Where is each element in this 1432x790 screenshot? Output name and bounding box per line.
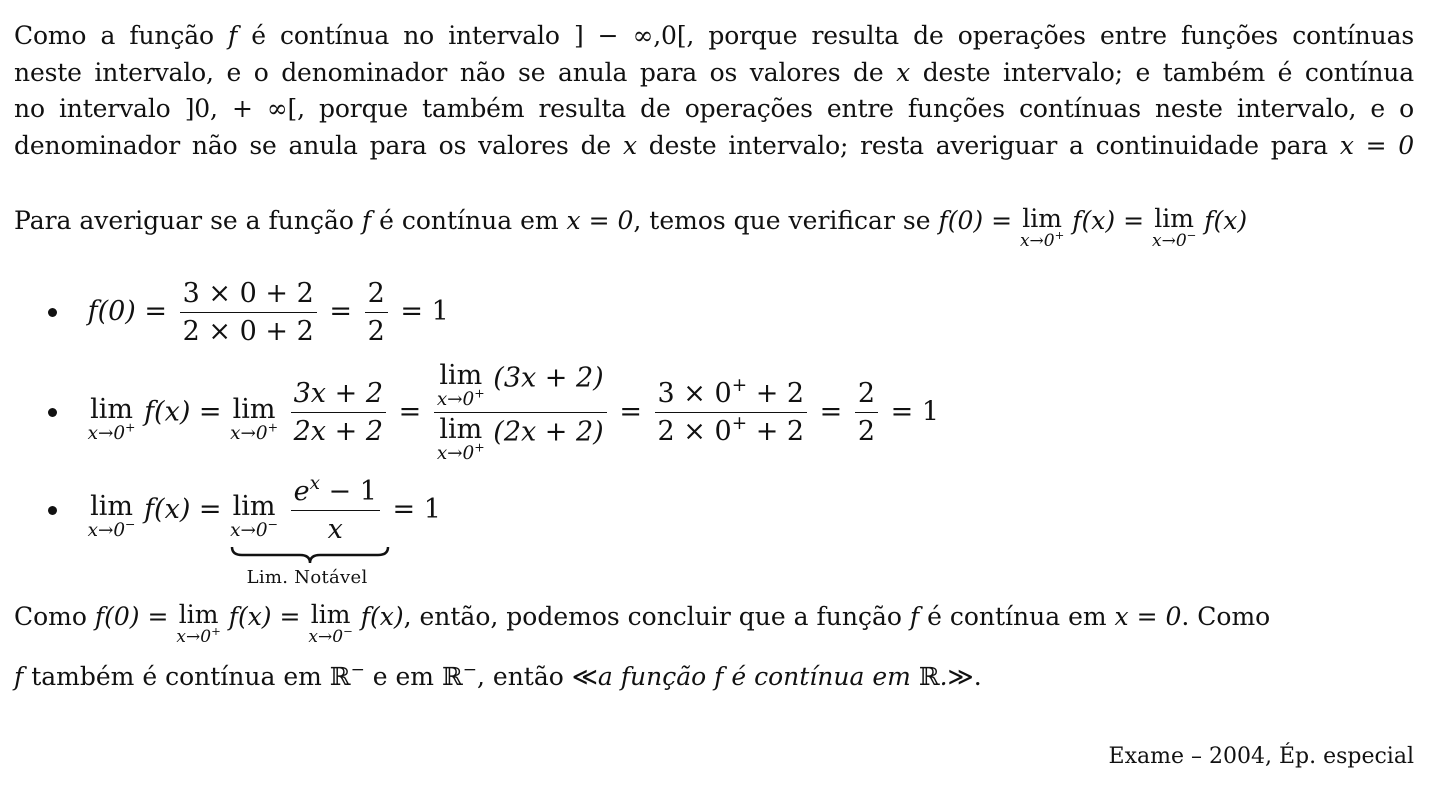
fraction-limits: lim x→0+ (3x + 2) lim x→0+ (2x + 2) [434,362,607,464]
fraction-3x-2: $\frac{3x + 2}{2x + 2}$ [291,378,386,447]
paragraph-continuity-intervals [14,18,1414,164]
bullet-dot [48,506,57,515]
para1-line3: no intervalo ]0, + ∞[, porque também resulta de operações entre funções contínuas neste intervalo, e o [14,94,1415,123]
list-item-right-limit: lim x→0+ f(x) = lim x→0+ $\frac{3x + 2}{2x + 2}$ = lim x→0+ (3x + 2) lim x→0+ (2x + 2) = $\frac{3 \times 0^+ + 2}{2 \times 0^+ + 2}$ = $\frac{2}{2}$ = 1 [48,362,939,464]
conclusion-line1: Como f(0) = lim x→0+ f(x) = lim x→0− f(x), então, podemos concluir que a função f é contínua em x = 0. Como [14,600,1271,647]
bullet-dot [48,308,57,317]
fraction-substitution: $\frac{3 \times 0^+ + 2}{2 \times 0^+ + 2}$ [655,378,808,447]
brace-annotation: Lim. Notável [246,567,368,588]
fraction-two-over-two: $\frac{2}{2}$ [365,278,388,347]
limit-left: lim x→0− [1151,204,1197,251]
fraction-two-over-two-b: $\frac{2}{2}$ [855,378,878,447]
notable-limit-group: lim x→0− $\frac{e^x - 1}{x}$ Lim. Notável [230,476,384,545]
conclusion-line2: f também é contínua em ℝ− e em ℝ−, então ≪a função f é contínua em ℝ.≫. [14,659,982,691]
list-item-left-limit: lim x→0− f(x) = lim x→0− $\frac{e^x - 1}{x}$ Lim. Notável = 1 [48,476,441,545]
list-item-f0: f(0) = $\frac{3 \times 0 + 2}{2 \times 0 + 2}$ = $\frac{2}{2}$ = 1 [48,278,449,347]
limit-right: lim x→0+ [1019,204,1065,251]
para1-line4: denominador não se anula para os valores de x deste intervalo; resta averiguar a continuidade para x = 0 [14,130,1415,160]
para1-line2: neste intervalo, e o denominador não se anula para os valores de x deste intervalo; e também é contínua [14,57,1414,87]
exam-source: Exame – 2004, Ép. especial [1108,744,1414,769]
para1-line1: Como a função f é contínua no intervalo ] − ∞,0[, porque resulta de operações entre funções contínuas [14,21,1414,50]
paragraph-verify-condition: Para averiguar se a função f é contínua em x = 0, temos que verificar se f(0) = lim x→0+ f(x) = lim x→0− f(x) [14,204,1248,251]
bullet-dot [48,408,57,417]
underbrace-icon [230,545,390,565]
fraction-f0: $\frac{3 \times 0 + 2}{2 \times 0 + 2}$ [180,278,317,347]
paragraph-conclusion [14,602,1414,691]
